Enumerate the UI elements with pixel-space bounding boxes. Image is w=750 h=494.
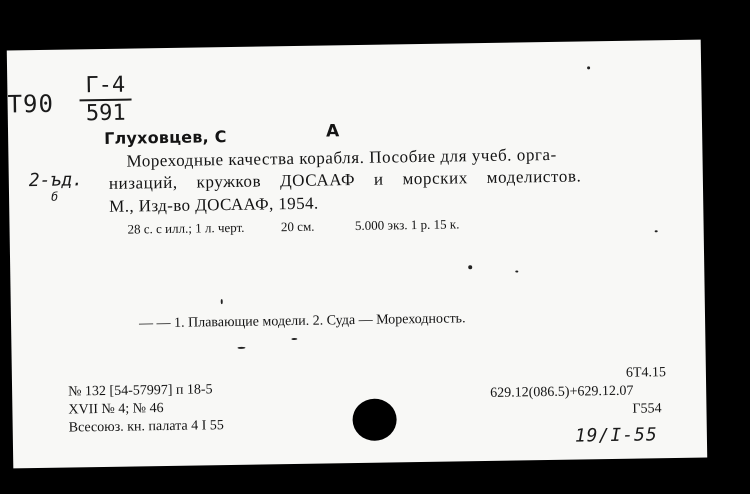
speck	[468, 265, 472, 269]
speck	[291, 338, 297, 340]
collation-pages: 28 с. с илл.; 1 л. черт.	[127, 219, 245, 237]
catalog-card	[7, 40, 707, 469]
speck	[655, 230, 658, 232]
footer-right-line-3: Г554	[632, 401, 662, 417]
speck	[515, 270, 518, 272]
subject-headings: — — 1. Плавающие модели. 2. Суда — Мореходность.	[138, 311, 466, 332]
author-letter: А	[325, 121, 340, 142]
author-heading: Глуховцев, С	[104, 127, 227, 148]
footer-right-line-1: 6Т4.15	[625, 365, 667, 381]
collation-size: 20 см.	[280, 218, 315, 235]
imprint-line: М., Изд-во ДОСААФ, 1954.	[109, 193, 319, 216]
collation-line	[127, 216, 459, 237]
title-line-2: низаций, кружков ДОСААФ и морских моделистов.	[108, 166, 582, 193]
footer-left-line-3: Всесоюз. кн. палата 4 I 55	[68, 418, 224, 436]
footer-left-line-2: XVII № 4; № 46	[68, 401, 164, 418]
call-number: Т90	[7, 89, 55, 119]
speck	[221, 299, 223, 304]
punch-hole	[352, 398, 397, 441]
call-fraction	[79, 72, 132, 127]
speck	[587, 66, 590, 69]
footer-left-line-1: № 132 [54-57997] п 18-5	[68, 382, 213, 400]
call-fraction-bottom: 591	[85, 100, 126, 127]
handwritten-note: 2-ъд.	[28, 169, 84, 192]
speck	[237, 347, 245, 349]
call-fraction-top: Г-4	[85, 72, 126, 99]
title-line-1: Мореходные качества корабля. Пособие для учеб. орга-	[126, 144, 557, 171]
collation-price: 5.000 экз. 1 р. 15 к.	[354, 216, 460, 234]
handwritten-note-2: б	[50, 189, 59, 204]
footer-right-line-2: 629.12(086.5)+629.12.07	[490, 383, 634, 401]
handwritten-date: 19/I-55	[574, 424, 658, 447]
